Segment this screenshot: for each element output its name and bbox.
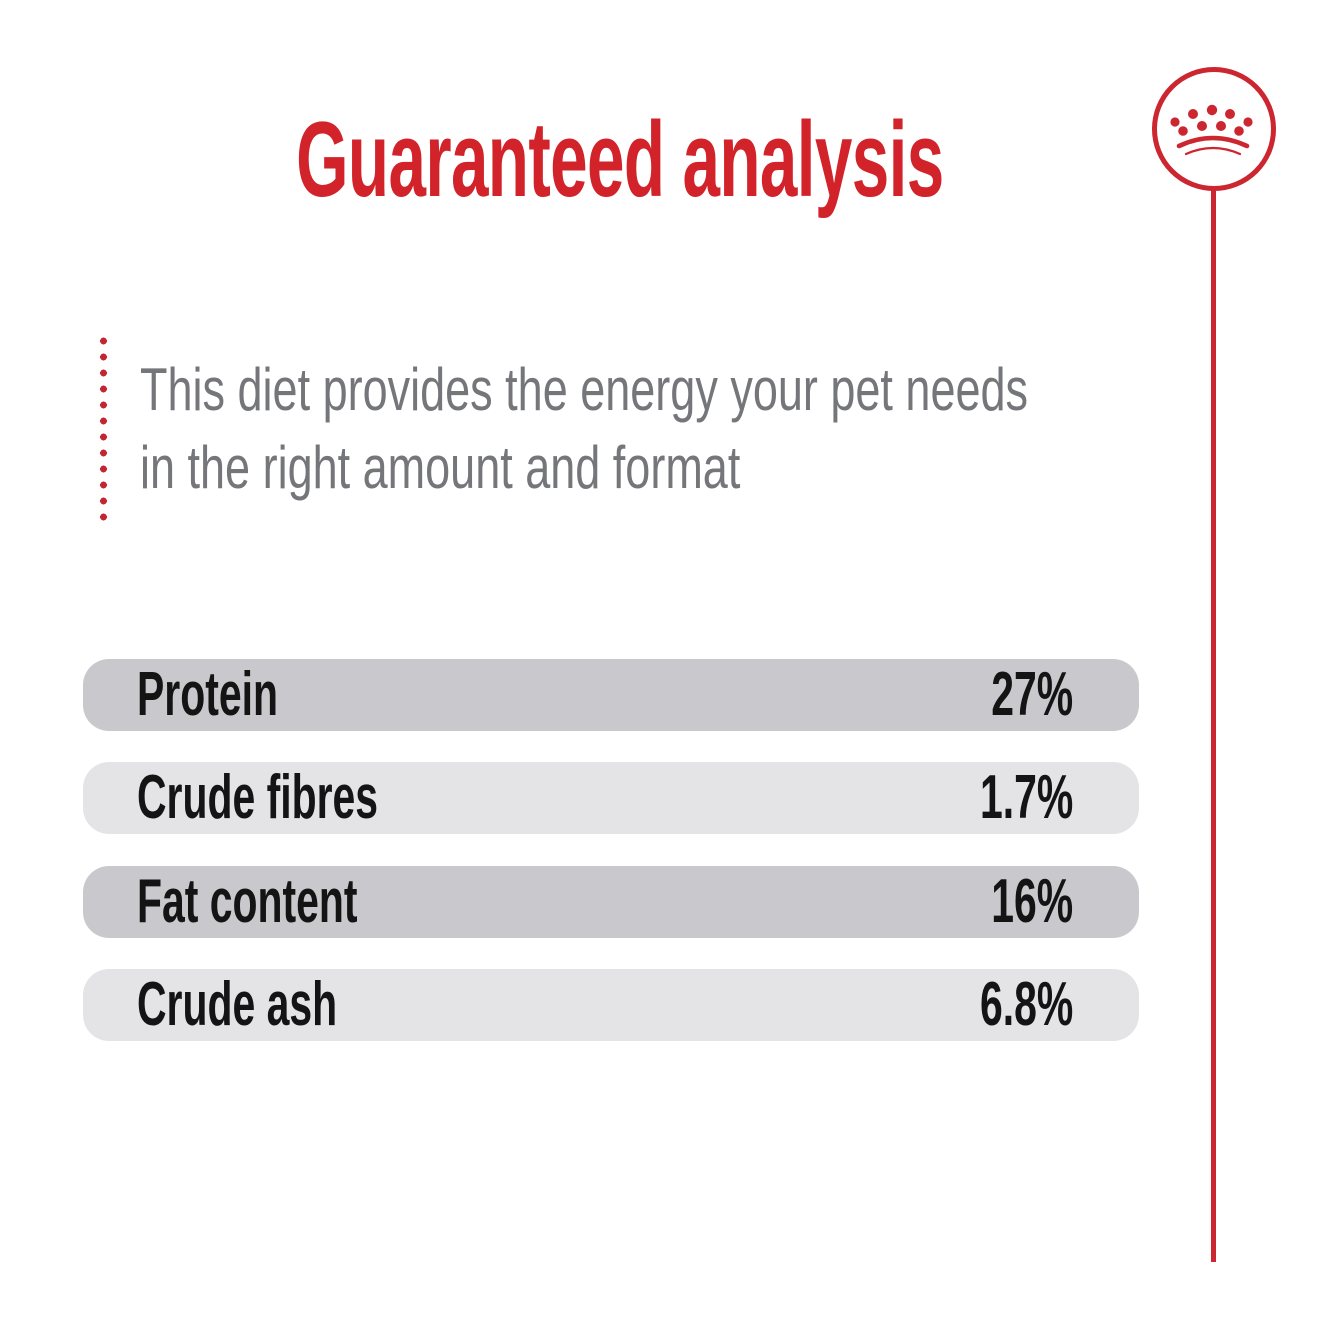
row-value: 6.8% xyxy=(979,970,1073,1039)
dotted-rule xyxy=(100,333,107,525)
analysis-row-crude-fibres xyxy=(83,762,1139,834)
royal-canin-crown-logo-icon xyxy=(1149,64,1279,194)
row-label: Crude fibres xyxy=(137,763,379,832)
row-label: Protein xyxy=(137,660,278,729)
row-label: Crude ash xyxy=(137,970,338,1039)
intro-line-1: This diet provides the energy your pet needs xyxy=(140,356,1029,423)
analysis-row-crude-ash xyxy=(83,969,1139,1041)
analysis-row-protein xyxy=(83,659,1139,731)
row-label: Fat content xyxy=(137,867,358,936)
row-value: 1.7% xyxy=(979,763,1073,832)
analysis-row-fat-content xyxy=(83,866,1139,938)
page-title-wrap xyxy=(85,99,1155,219)
row-value: 16% xyxy=(991,867,1073,936)
intro-paragraph xyxy=(140,351,1320,507)
crown-thick-arc xyxy=(1179,138,1247,146)
crown-thin-arc xyxy=(1186,148,1240,154)
row-value: 27% xyxy=(991,660,1073,729)
crown-dots xyxy=(1170,105,1252,136)
page-title: Guaranteed analysis xyxy=(296,99,944,219)
intro-line-2: in the right amount and format xyxy=(140,434,741,501)
